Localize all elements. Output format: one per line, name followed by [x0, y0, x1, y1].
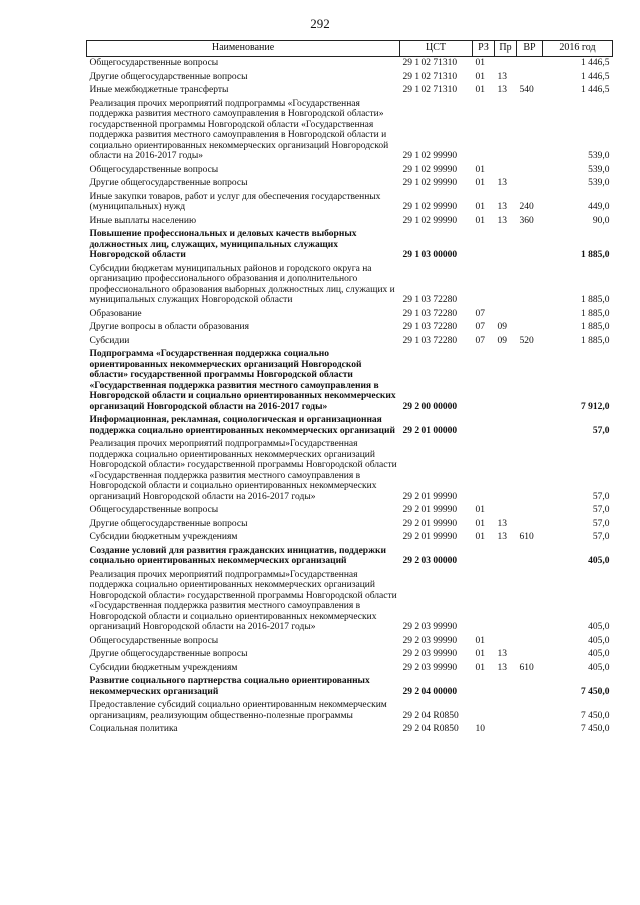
cell-name: Субсидии бюджетным учреждениям: [89, 662, 238, 673]
cell-cst: 29 1 03 72280: [402, 295, 458, 305]
table-row: [87, 438, 613, 504]
cell-cst: 29 2 04 00000: [402, 686, 458, 697]
cell-vr: [517, 518, 543, 532]
cell-vr: [517, 569, 543, 635]
cell-sum: 405,0: [588, 649, 610, 659]
cell-pr: [495, 635, 517, 649]
cell-name: Образование: [89, 308, 142, 319]
cell-vr: 240: [519, 202, 534, 212]
cell-vr: 610: [519, 662, 534, 673]
cell-rz: 01: [475, 532, 485, 542]
cell-rz: 01: [475, 518, 485, 529]
cell-pr: [495, 545, 517, 569]
cell-sum: 90,0: [592, 215, 610, 226]
cell-pr: 13: [497, 649, 507, 659]
cell-vr: [517, 675, 543, 699]
cell-sum: 7 450,0: [581, 710, 610, 721]
cell-name: Развитие социального партнерства социально ориентированных некоммерческих организаций: [89, 676, 370, 697]
table-row: [87, 228, 613, 263]
cell-pr: 13: [497, 85, 507, 95]
cell-rz: [473, 699, 495, 723]
cell-name: Другие общегосударственные вопросы: [89, 71, 248, 82]
cell-sum: 405,0: [588, 635, 610, 646]
cell-rz: [473, 438, 495, 504]
cell-name: Общегосударственные вопросы: [89, 164, 219, 175]
cell-pr: 13: [497, 178, 507, 188]
table-body: [87, 57, 613, 737]
cell-sum: 1 446,5: [581, 58, 610, 68]
cell-sum: 1 446,5: [581, 71, 610, 82]
table-row: [87, 699, 613, 723]
cell-name: Иные выплаты населению: [89, 215, 197, 226]
cell-cst: 29 2 03 99990: [402, 662, 458, 673]
cell-vr: 610: [519, 532, 534, 542]
cell-rz: 07: [475, 335, 485, 346]
cell-vr: [517, 71, 543, 85]
cell-sum: 1 885,0: [581, 335, 610, 346]
table-row: [87, 57, 613, 71]
table-row: [87, 71, 613, 85]
cell-vr: [517, 648, 543, 662]
cell-rz: 01: [475, 71, 485, 82]
cell-cst: 29 1 02 99990: [402, 178, 458, 188]
table-row: [87, 321, 613, 335]
cell-sum: 57,0: [592, 518, 610, 529]
cell-cst: 29 2 03 99990: [402, 649, 458, 659]
cell-pr: [495, 164, 517, 178]
header-rz: РЗ: [473, 41, 495, 57]
cell-vr: [517, 545, 543, 569]
cell-rz: 01: [475, 505, 485, 515]
cell-cst: 29 1 02 71310: [402, 71, 458, 82]
cell-name: Субсидии бюджетным учреждениям: [89, 532, 238, 542]
cell-vr: [517, 308, 543, 322]
cell-sum: 539,0: [588, 151, 610, 161]
header-vr: ВР: [517, 41, 543, 57]
cell-pr: 13: [497, 518, 507, 529]
budget-table: [86, 40, 613, 737]
cell-rz: [473, 414, 495, 438]
cell-cst: 29 1 02 99990: [402, 202, 458, 212]
cell-name: Субсидии: [89, 335, 130, 346]
cell-pr: 13: [497, 662, 507, 673]
cell-rz: 01: [475, 85, 485, 95]
cell-vr: [517, 98, 543, 164]
cell-pr: [495, 348, 517, 414]
cell-cst: 29 1 02 71310: [402, 58, 458, 68]
cell-rz: 01: [475, 202, 485, 212]
cell-pr: 09: [497, 322, 507, 332]
cell-sum: 57,0: [592, 532, 610, 542]
cell-cst: 29 1 03 72280: [402, 308, 458, 319]
cell-vr: 360: [519, 215, 534, 226]
cell-sum: 57,0: [592, 505, 610, 515]
cell-name: Общегосударственные вопросы: [89, 635, 219, 646]
cell-cst: 29 2 04 R0850: [402, 710, 459, 721]
cell-cst: 29 1 03 72280: [402, 335, 458, 346]
cell-sum: 1 885,0: [581, 322, 610, 332]
cell-rz: 10: [475, 724, 485, 734]
cell-cst: 29 2 03 00000: [402, 556, 458, 566]
cell-pr: [495, 569, 517, 635]
cell-name: Общегосударственные вопросы: [89, 58, 219, 68]
cell-cst: 29 1 02 99990: [402, 215, 458, 226]
table-row: [87, 308, 613, 322]
table-row: [87, 675, 613, 699]
cell-cst: 29 2 01 99990: [402, 532, 458, 542]
cell-rz: [473, 348, 495, 414]
cell-vr: 540: [519, 85, 534, 95]
cell-name: Другие общегосударственные вопросы: [89, 178, 248, 188]
cell-cst: 29 1 02 71310: [402, 85, 458, 95]
cell-name: Информационная, рекламная, социологическая и организационная поддержка социально ориентированных некоммерческих организаций: [89, 415, 395, 436]
cell-sum: 405,0: [588, 556, 610, 566]
cell-cst: 29 2 04 R0850: [402, 724, 459, 734]
cell-rz: 01: [475, 164, 485, 175]
table-row: [87, 414, 613, 438]
cell-sum: 405,0: [588, 622, 610, 632]
header-cst: ЦСТ: [400, 41, 473, 57]
cell-vr: [517, 699, 543, 723]
cell-cst: 29 2 01 00000: [402, 425, 458, 436]
table-row: [87, 569, 613, 635]
cell-vr: [517, 263, 543, 308]
cell-pr: [495, 228, 517, 263]
cell-rz: 07: [475, 322, 485, 332]
cell-pr: [495, 675, 517, 699]
cell-sum: 7 912,0: [581, 401, 610, 412]
page-number: 292: [310, 16, 330, 31]
cell-cst: 29 2 01 99990: [402, 505, 458, 515]
cell-rz: 01: [475, 58, 485, 68]
cell-pr: 09: [497, 335, 507, 346]
cell-name: Реализация прочих мероприятий подпрограммы «Государственная поддержка развития местного самоуправления в Новгородской области» государственной программы Новгородской области «Государственная поддержка развития местного самоуправления в Новгородской области и социально ориентированных некоммерческих организаций Новгородской области на 2016-2017 годы»: [89, 98, 389, 161]
cell-name: Предоставление субсидий социально ориентированным некоммерческим организациям, реализующим общественно-полезные программы: [89, 700, 387, 721]
cell-name: Социальная политика: [89, 724, 178, 734]
table-row: [87, 531, 613, 545]
header-pr: Пр: [495, 41, 517, 57]
cell-sum: 539,0: [588, 178, 610, 188]
cell-pr: [495, 308, 517, 322]
cell-name: Иные закупки товаров, работ и услуг для обеспечения государственных (муниципальных) нужд: [89, 191, 381, 212]
cell-name: Другие общегосударственные вопросы: [89, 649, 248, 659]
cell-name: Реализация прочих мероприятий подпрограммы»Государственная поддержка социально ориентированных некоммерческих организаций Новгородской области» государственной программы Новгородской области «Государственная поддержка развития местного самоуправления в Новгородской области и социально ориентированных некоммерческих организаций Новгородской области на 2016-2017 годы»: [89, 569, 397, 632]
cell-rz: 01: [475, 215, 485, 226]
cell-pr: 13: [497, 202, 507, 212]
table-row: [87, 263, 613, 308]
cell-vr: [517, 504, 543, 518]
cell-rz: [473, 569, 495, 635]
cell-vr: [517, 321, 543, 335]
cell-vr: [517, 164, 543, 178]
table-row: [87, 177, 613, 191]
cell-sum: 57,0: [592, 491, 610, 502]
cell-cst: 29 2 03 99990: [402, 622, 458, 632]
cell-name: Иные межбюджетные трансферты: [89, 85, 229, 95]
cell-vr: 520: [519, 335, 534, 346]
cell-cst: 29 1 02 99990: [402, 164, 458, 175]
cell-rz: [473, 263, 495, 308]
cell-rz: [473, 98, 495, 164]
cell-vr: [517, 348, 543, 414]
cell-name: Создание условий для развития гражданских инициатив, поддержки социально ориентированных некоммерческих организаций: [89, 545, 386, 566]
table-row: [87, 504, 613, 518]
table-row: [87, 545, 613, 569]
cell-vr: [517, 414, 543, 438]
cell-sum: 1 885,0: [581, 295, 610, 305]
cell-cst: 29 2 01 99990: [402, 491, 458, 502]
cell-pr: 13: [497, 71, 507, 82]
cell-sum: 7 450,0: [581, 686, 610, 697]
cell-rz: 01: [475, 649, 485, 659]
cell-vr: [517, 57, 543, 71]
header-sum: 2016 год: [543, 41, 613, 57]
cell-pr: [495, 57, 517, 71]
cell-sum: 449,0: [588, 202, 610, 212]
cell-sum: 1 885,0: [581, 308, 610, 319]
cell-rz: 01: [475, 662, 485, 673]
cell-sum: 405,0: [588, 662, 610, 673]
cell-sum: 7 450,0: [581, 724, 610, 734]
table-row: [87, 84, 613, 98]
table-row: [87, 215, 613, 229]
cell-rz: 01: [475, 178, 485, 188]
table-row: [87, 662, 613, 676]
cell-pr: [495, 504, 517, 518]
cell-rz: [473, 675, 495, 699]
cell-rz: 01: [475, 635, 485, 646]
cell-name: Подпрограмма «Государственная поддержка социально ориентированных некоммерческих организаций Новгородской области» государственной программы Новгородской области «Государственная поддержка развития местного самоуправления в Новгородской области и социально ориентированных некоммерческих организаций Новгородской области на 2016-2017 годы»: [89, 349, 396, 412]
cell-name: Повышение профессиональных и деловых качеств выборных должностных лиц, служащих, муниципальных служащих Новгородской области: [89, 229, 357, 260]
header-name: Наименование: [87, 41, 400, 57]
cell-pr: 13: [497, 215, 507, 226]
cell-pr: 13: [497, 532, 507, 542]
cell-vr: [517, 438, 543, 504]
table-row: [87, 164, 613, 178]
cell-cst: 29 1 02 99990: [402, 151, 458, 161]
cell-pr: [495, 263, 517, 308]
cell-pr: [495, 723, 517, 737]
cell-sum: 1 446,5: [581, 85, 610, 95]
table-row: [87, 635, 613, 649]
table-row: [87, 723, 613, 737]
cell-vr: [517, 177, 543, 191]
cell-cst: 29 1 03 00000: [402, 250, 458, 260]
cell-sum: 1 885,0: [581, 250, 610, 260]
cell-cst: 29 2 03 99990: [402, 635, 458, 646]
table-row: [87, 518, 613, 532]
cell-name: Общегосударственные вопросы: [89, 505, 219, 515]
cell-cst: 29 2 01 99990: [402, 518, 458, 529]
cell-rz: 07: [475, 308, 485, 319]
cell-cst: 29 2 00 00000: [402, 401, 458, 412]
cell-pr: [495, 414, 517, 438]
cell-name: Субсидии бюджетам муниципальных районов и городского округа на организацию профессионального образования и дополнительного профессионального образования выборных должностных лиц, служащих и муниципальных служащих Новгородской области: [89, 263, 395, 305]
table-row: [87, 98, 613, 164]
table-row: [87, 648, 613, 662]
table-row: [87, 348, 613, 414]
cell-vr: [517, 228, 543, 263]
cell-pr: [495, 98, 517, 164]
table-row: [87, 191, 613, 215]
table-row: [87, 335, 613, 349]
cell-rz: [473, 545, 495, 569]
cell-cst: 29 1 03 72280: [402, 322, 458, 332]
cell-sum: 539,0: [588, 164, 610, 175]
cell-pr: [495, 438, 517, 504]
cell-name: Другие вопросы в области образования: [89, 322, 249, 332]
cell-vr: [517, 723, 543, 737]
cell-rz: [473, 228, 495, 263]
table-header-row: [87, 41, 613, 57]
cell-pr: [495, 699, 517, 723]
cell-sum: 57,0: [592, 425, 610, 436]
cell-name: Другие общегосударственные вопросы: [89, 518, 248, 529]
cell-name: Реализация прочих мероприятий подпрограммы»Государственная поддержка социально ориентированных некоммерческих организаций Новгородской области» государственной программы Новгородской области «Государственная поддержка развития местного самоуправления в Новгородской области и социально ориентированных некоммерческих организаций Новгородской области на 2016-2017 годы»: [89, 439, 397, 502]
cell-vr: [517, 635, 543, 649]
